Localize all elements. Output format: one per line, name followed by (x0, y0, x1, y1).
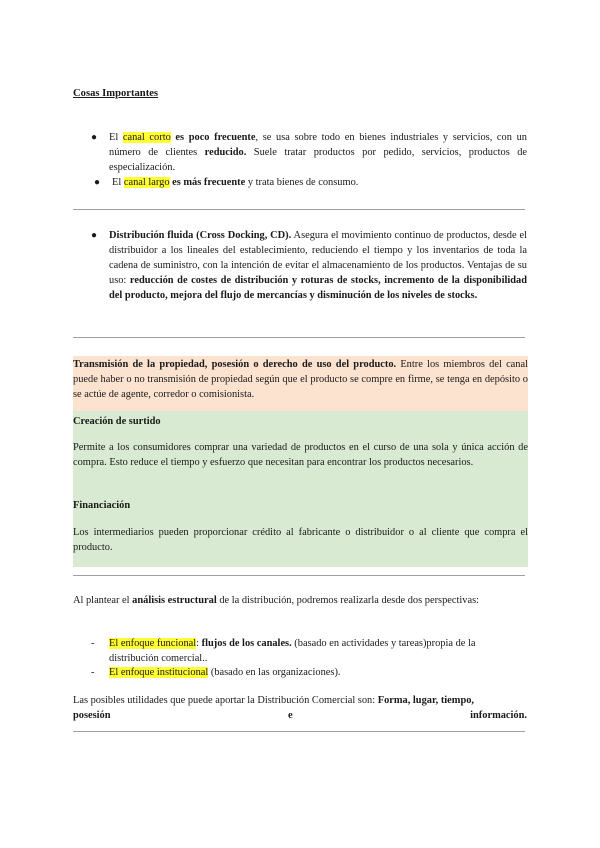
paragraph-creacion-surtido: Permite a los consumidores comprar una variedad de productos en el curso de una sola y única acción de compra. Esto reduce el tiempo y esfuerzo que necesitan para encontrar los productos necesarios. (73, 442, 528, 468)
text-segment: (basado en actividades y tareas)propia de la distribución comercial.. (109, 638, 476, 664)
text-segment: de la distribución, podremos realizarla desde dos perspectivas: (216, 595, 480, 606)
text-segment: y trata bienes de consumo. (245, 177, 359, 188)
bullet-3: ● (91, 230, 98, 241)
bold-text: Creación de surtido (73, 416, 161, 427)
paragraph-canal-largo (112, 175, 527, 190)
list-item-funcional (109, 636, 527, 666)
bullet-2: ● (94, 177, 101, 188)
highlight-enfoque-funcional: El enfoque funcional (109, 638, 197, 649)
paragraph-utilidades-line2 (73, 708, 527, 723)
bold-text: es más frecuente (172, 177, 246, 188)
paragraph-analisis (73, 593, 527, 608)
dash-1: - (91, 638, 95, 649)
heading-creacion-surtido (73, 414, 528, 429)
divider (73, 209, 525, 210)
dash-2: - (91, 667, 95, 678)
text-segment: Entre los miembros del canal puede haber o no transmisión de propiedad según que el producto se compre en firme, se tenga en depósito o se actúe de agente, corredor o comisionista. (73, 359, 528, 400)
bold-text: flujos de los canales. (201, 638, 292, 649)
text-segment: : (196, 638, 202, 649)
text-segment: El (109, 132, 123, 143)
bold-text: Financiación (73, 500, 131, 511)
highlight-enfoque-institucional: El enfoque institucional (109, 667, 209, 678)
text-segment: El (112, 177, 124, 188)
bold-text: reducción de costes de distribución y roturas de stocks, incremento de la disponibilidad del producto, mejora del flujo de mercancías y disminución de los niveles de stocks. (109, 275, 527, 301)
divider (73, 337, 525, 338)
bold-text: reducido. (204, 147, 247, 158)
text-segment: e (288, 710, 293, 721)
page-title: Cosas Importantes (73, 88, 159, 99)
paragraph-canal-corto (109, 130, 527, 175)
paragraph-financiacion: Los intermediarios pueden proporcionar crédito al fabricante o distribuidor o al cliente que compra el producto. (73, 527, 528, 553)
text-segment: (basado en las organizaciones). (208, 667, 341, 678)
text-segment: información. (470, 710, 527, 721)
bold-text: Forma, lugar, tiempo, (377, 695, 475, 706)
bold-text: Transmisión de la propiedad, posesión o derecho de uso del producto. (73, 359, 397, 370)
text-segment: posesión (73, 710, 111, 721)
text-segment: Asegura el movimiento continuo de productos, desde el distribuidor a los lineales del establecimiento, reduciendo el tiempo y los inventarios de toda la cadena de suministro, con la intención de evitar el almacenamiento de los productos. Ventajas de su uso: (109, 230, 528, 286)
paragraph-distribucion-fluida (109, 228, 527, 303)
bold-text: análisis estructural (132, 595, 217, 606)
highlight-canal-largo: canal largo (123, 177, 170, 188)
bullet-1: ● (91, 132, 98, 143)
paragraph-utilidades-line1 (73, 693, 527, 708)
text-segment: Al plantear el (73, 595, 133, 606)
bold-text: es poco frecuente (175, 132, 256, 143)
heading-financiacion (73, 498, 528, 513)
text-segment: Suele tratar productos por pedido, servicios, productos de especialización. (109, 147, 528, 173)
divider (73, 731, 525, 732)
text-segment: , se usa sobre todo en bienes industriales y servicios, con un número de clientes (109, 132, 527, 158)
text-segment: Las posibles utilidades que puede aportar la Distribución Comercial son: (73, 695, 378, 706)
divider (73, 575, 525, 576)
list-item-institucional (109, 665, 527, 680)
paragraph-transmision (73, 357, 528, 402)
highlight-canal-corto: canal corto (122, 132, 171, 143)
bold-text: Distribución fluida (Cross Docking, CD). (109, 230, 292, 241)
